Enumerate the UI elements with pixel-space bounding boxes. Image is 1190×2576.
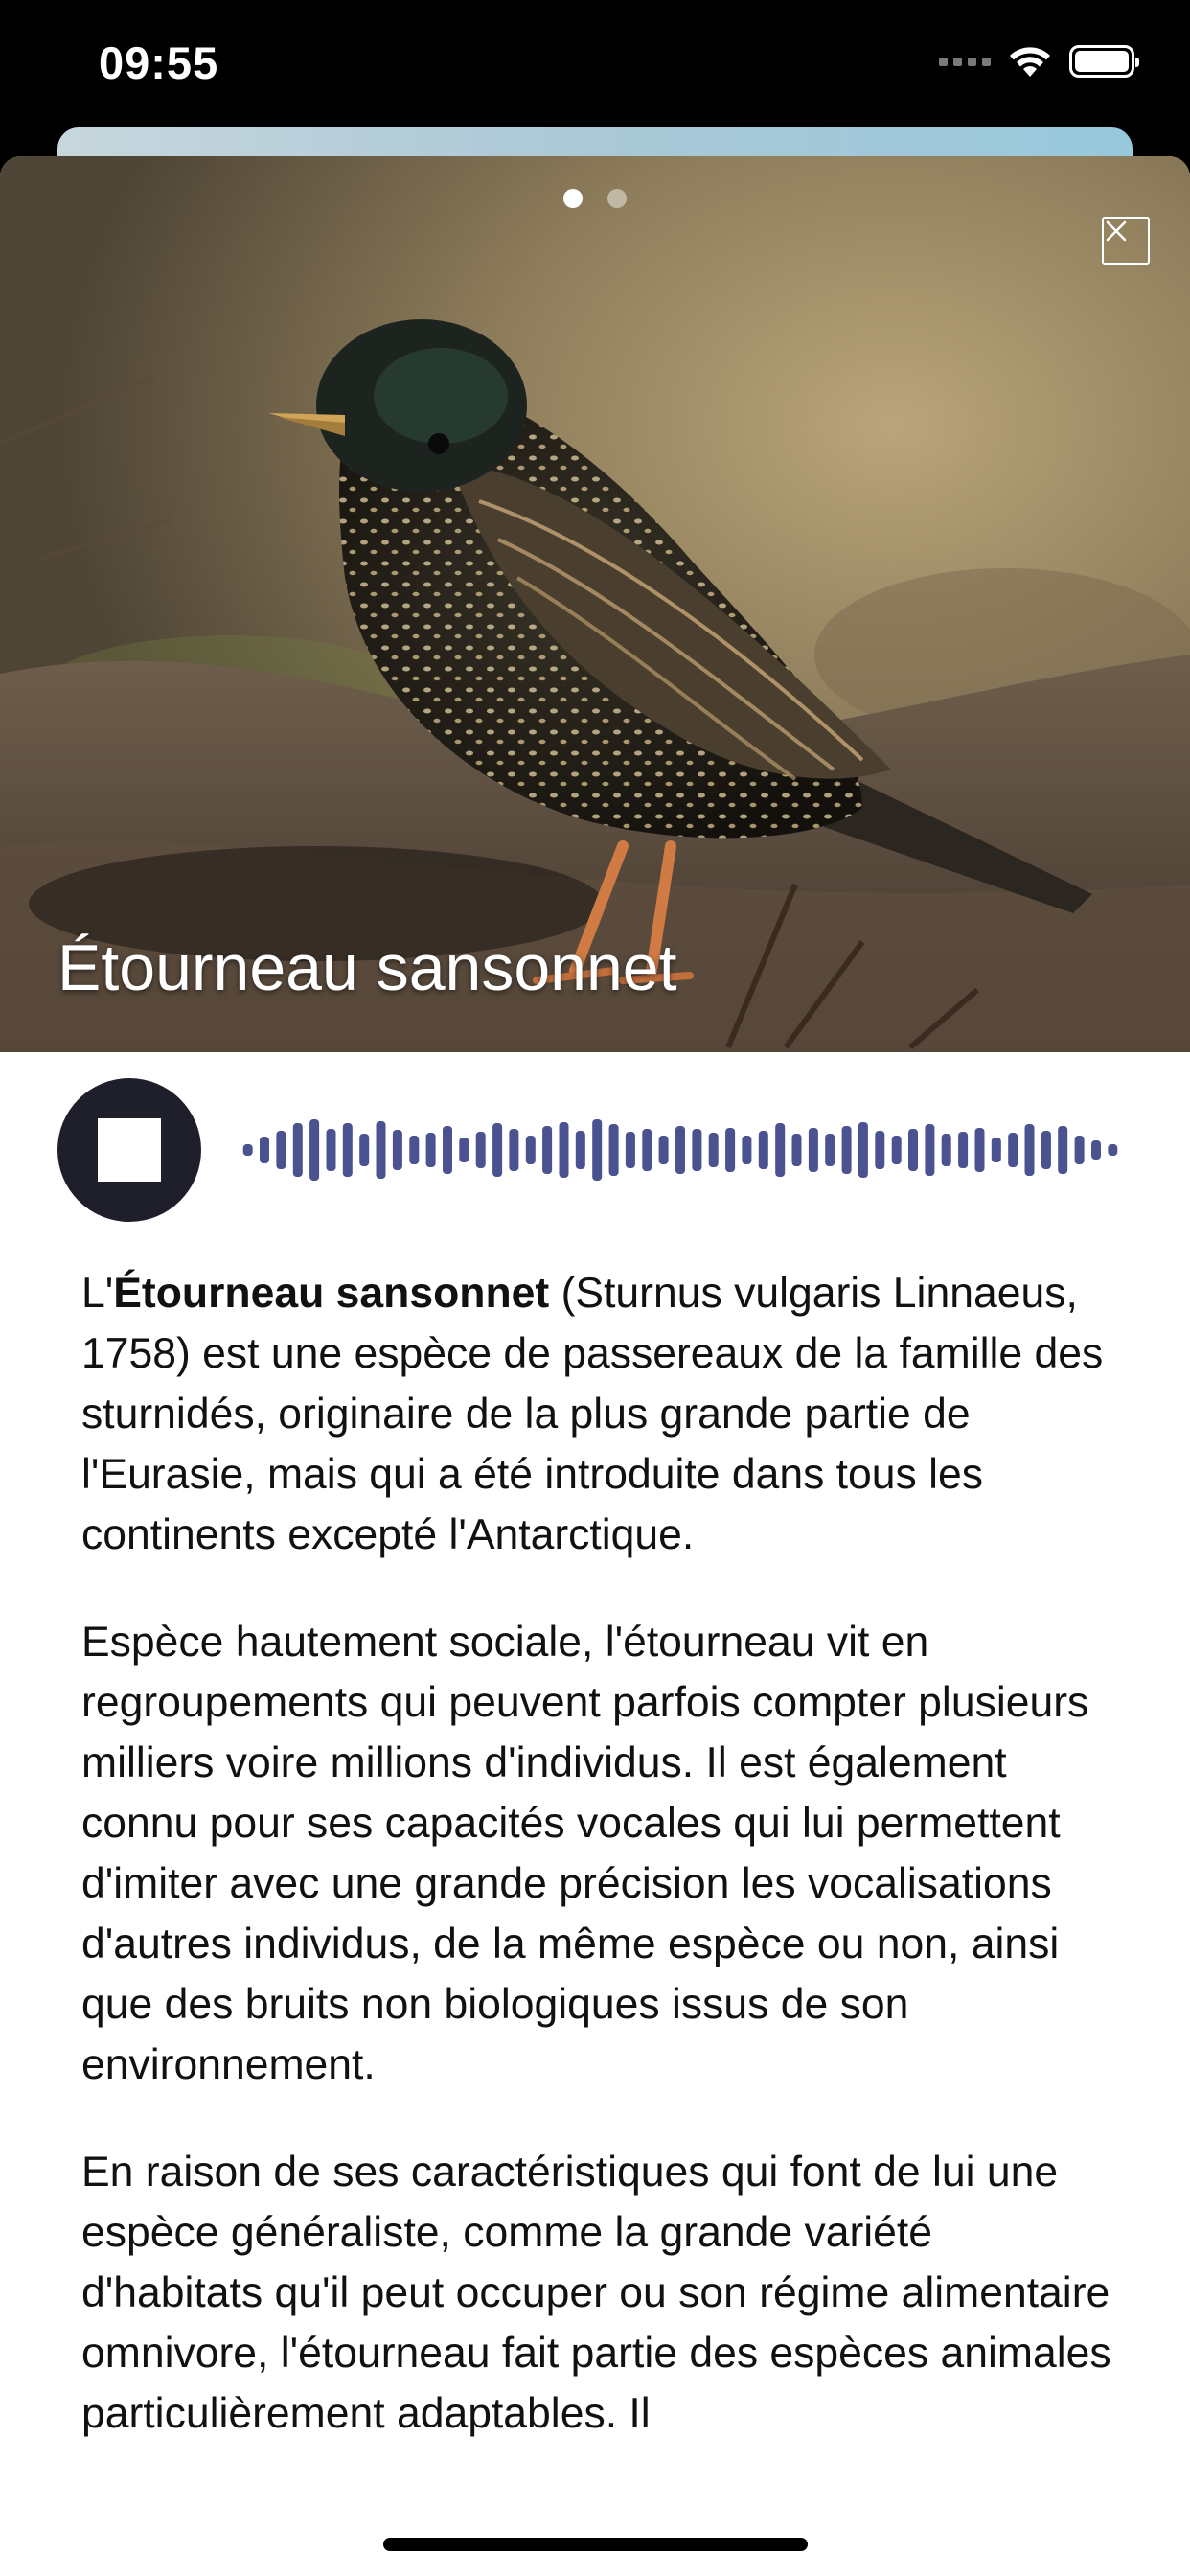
waveform-bar xyxy=(542,1126,552,1174)
waveform-bar xyxy=(393,1130,402,1170)
cellular-signal-icon xyxy=(939,58,991,66)
article-p1-rest: (Sturnus vulgaris Linnaeus, 1758) est une espèce de passereaux de la famille des sturnidés, originaire de la plus grande partie de l'Eurasie, mais qui a été introduite dans tous les continents excepté l'Antarctique. xyxy=(81,1270,1104,1558)
article-species-name: Étourneau sansonnet xyxy=(113,1270,550,1317)
article-paragraph-1 xyxy=(81,1263,1116,1565)
stop-button[interactable] xyxy=(57,1078,201,1222)
close-button[interactable] xyxy=(1102,217,1150,264)
waveform-bar xyxy=(709,1133,719,1167)
article-paragraph-3: En raison de ses caractéristiques qui font de lui une espèce généraliste, comme la grande variété d'habitats qu'il peut occuper ou son régime alimentaire omnivore, l'étourneau fait partie des espèces animales particulièrement adaptables. Il xyxy=(81,2149,1111,2437)
waveform-bar xyxy=(560,1122,569,1178)
waveform-bar xyxy=(476,1132,486,1168)
waveform-bar xyxy=(908,1129,918,1171)
waveform-bar xyxy=(659,1136,669,1164)
audio-waveform[interactable] xyxy=(240,1086,1121,1214)
waveform-bar xyxy=(260,1137,269,1163)
close-icon xyxy=(1104,218,1129,243)
waveform-bar xyxy=(309,1119,319,1181)
waveform-bar xyxy=(692,1129,701,1171)
waveform-bar xyxy=(492,1123,502,1177)
waveform-bar xyxy=(725,1128,735,1172)
waveform-bar xyxy=(1108,1144,1117,1156)
battery-icon xyxy=(1069,45,1134,78)
waveform-bar xyxy=(576,1131,585,1169)
waveform-bar xyxy=(842,1126,852,1174)
waveform-bar xyxy=(243,1144,253,1156)
waveform-bar xyxy=(293,1123,303,1177)
waveform-bar xyxy=(975,1128,985,1172)
pager-dot-active[interactable] xyxy=(563,189,583,208)
waveform-bar xyxy=(759,1131,768,1169)
waveform-bar xyxy=(675,1126,685,1174)
waveform-bar xyxy=(359,1134,369,1166)
waveform-bar xyxy=(892,1136,902,1164)
home-indicator xyxy=(383,2538,808,2551)
waveform-bar xyxy=(626,1132,635,1168)
bird-photo xyxy=(0,156,1190,1052)
waveform-bar xyxy=(443,1126,452,1174)
waveform-bar xyxy=(809,1128,818,1172)
waveform-bar xyxy=(992,1138,1001,1162)
article-paragraph-2: Espèce hautement sociale, l'étourneau vit en regroupements qui peuvent parfois compter plusieurs milliers voire millions d'individus. Il est également connu pour ses capacités vocales qui lui permettent d'imiter avec une grande précision les vocalisations d'autres individus, de la même espèce ou non, ainsi que des bruits non biologiques issus de son environnement. xyxy=(81,1619,1089,2088)
species-detail-sheet xyxy=(0,156,1190,2576)
waveform-bar xyxy=(1091,1140,1101,1160)
waveform-bar xyxy=(409,1136,419,1164)
image-pager[interactable] xyxy=(0,189,1190,208)
waveform-bar xyxy=(526,1136,536,1164)
waveform-bar xyxy=(925,1124,934,1176)
stop-icon xyxy=(98,1118,161,1182)
waveform-bar xyxy=(276,1131,286,1169)
status-bar xyxy=(0,0,1190,129)
waveform-bar xyxy=(459,1138,469,1162)
bottom-safe-area xyxy=(0,2472,1190,2576)
waveform-bar xyxy=(775,1123,785,1177)
species-title: Étourneau sansonnet xyxy=(57,932,677,1004)
status-icons xyxy=(939,44,1134,79)
waveform-bar xyxy=(426,1133,436,1167)
pager-dot[interactable] xyxy=(607,189,627,208)
waveform-bar xyxy=(1058,1126,1067,1174)
audio-player xyxy=(0,1076,1190,1230)
waveform-bar xyxy=(509,1129,518,1171)
waveform-bar xyxy=(942,1134,951,1166)
waveform-bar xyxy=(875,1131,884,1169)
status-time: 09:55 xyxy=(99,37,219,88)
waveform-bar xyxy=(327,1129,336,1171)
waveform-bar xyxy=(792,1134,802,1166)
waveform-bar xyxy=(825,1134,835,1166)
waveform-bar xyxy=(1041,1131,1051,1169)
hero-image-carousel[interactable] xyxy=(0,156,1190,1052)
waveform-bar xyxy=(1025,1124,1035,1176)
wifi-icon xyxy=(1008,44,1052,79)
article-content xyxy=(81,1263,1116,2576)
waveform-bar xyxy=(377,1121,386,1179)
waveform-bar xyxy=(1075,1136,1085,1164)
waveform-bar xyxy=(609,1124,619,1176)
waveform-bar xyxy=(343,1123,353,1177)
waveform-bar xyxy=(1008,1133,1018,1167)
waveform-bar xyxy=(958,1132,968,1168)
waveform-bar xyxy=(642,1129,652,1171)
article-p1-prefix: L' xyxy=(81,1270,114,1317)
waveform-bar xyxy=(742,1136,751,1164)
waveform-bar xyxy=(592,1119,602,1181)
waveform-bar xyxy=(858,1122,868,1178)
